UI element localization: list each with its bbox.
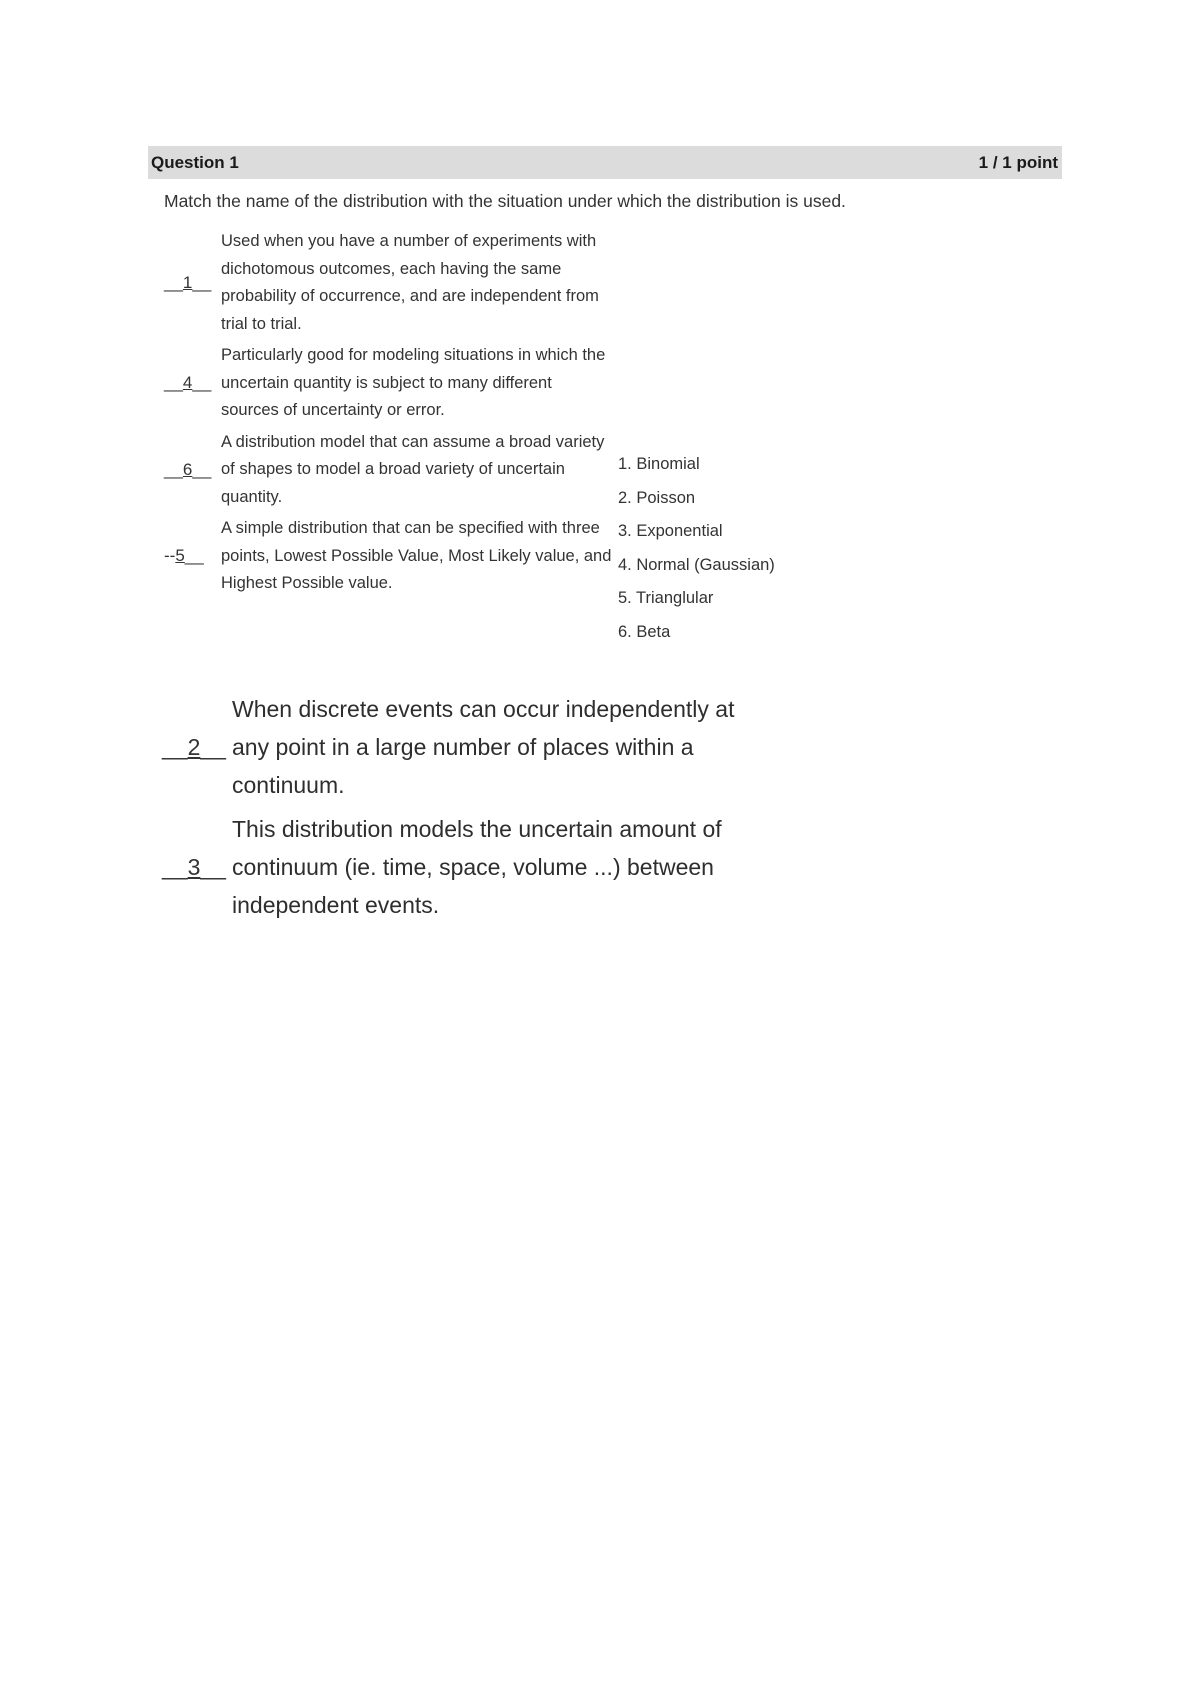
answer-slot [164, 460, 221, 480]
match-description: A distribution model that can assume a broad variety of shapes to model a broad variety of uncertain quantity. [221, 432, 605, 506]
match-row [162, 690, 802, 804]
match-row [162, 810, 802, 924]
answer-prefix: __ [162, 733, 188, 760]
answer-slot [164, 546, 221, 566]
option-item: 6. Beta [618, 622, 671, 641]
match-row [164, 228, 804, 338]
answer-number: 2 [187, 733, 201, 760]
option-item: 5. Trianglular [618, 589, 714, 607]
match-description: Used when you have a number of experiments with dichotomous outcomes, each having the same probability of occurrence, and are independent from trial to trial. [221, 232, 599, 333]
match-description: A simple distribution that can be specified with three points, Lowest Possible Value, Most Likely value, and Highest Possible value. [221, 519, 612, 592]
answer-slot [164, 373, 221, 393]
answer-number: 4 [182, 373, 193, 393]
option-item: 1. Binomial [618, 455, 700, 473]
answer-number: 6 [182, 459, 193, 479]
question-prompt: Match the name of the distribution with the situation under which the distribution is used. [164, 191, 846, 211]
answer-number: 3 [187, 853, 201, 880]
question-title: Question 1 [151, 152, 239, 172]
answer-suffix: __ [192, 459, 212, 479]
answer-prefix: __ [164, 459, 183, 479]
matching-list-large [162, 690, 802, 930]
option-item: 3. Exponential [618, 522, 723, 540]
answer-prefix: __ [164, 273, 183, 292]
answer-slot [162, 854, 232, 881]
option-item: 4. Normal (Gaussian) [618, 555, 775, 574]
match-description: This distribution models the uncertain amount of continuum (ie. time, space, volume ...) between independent events. [232, 816, 722, 918]
answer-number: 1 [182, 273, 193, 292]
answer-suffix: __ [200, 853, 226, 880]
answer-slot [164, 273, 221, 293]
match-description: When discrete events can occur independently at any point in a large number of places within a continuum. [232, 696, 735, 798]
question-score: 1 / 1 point [978, 152, 1058, 172]
answer-prefix: __ [162, 853, 188, 880]
question-header [148, 146, 1062, 179]
distribution-options [618, 448, 775, 649]
answer-suffix: __ [192, 273, 212, 292]
match-description: Particularly good for modeling situations in which the uncertain quantity is subject to many different sources of uncertainty or error. [221, 346, 606, 419]
answer-suffix: __ [184, 546, 204, 566]
answer-prefix: __ [164, 373, 183, 393]
answer-suffix: __ [192, 373, 212, 393]
match-row [164, 342, 804, 425]
answer-number: 5 [175, 546, 185, 566]
option-item: 2. Poisson [618, 488, 696, 507]
answer-suffix: __ [200, 733, 226, 760]
answer-slot [162, 734, 232, 761]
answer-prefix: -- [164, 546, 176, 566]
